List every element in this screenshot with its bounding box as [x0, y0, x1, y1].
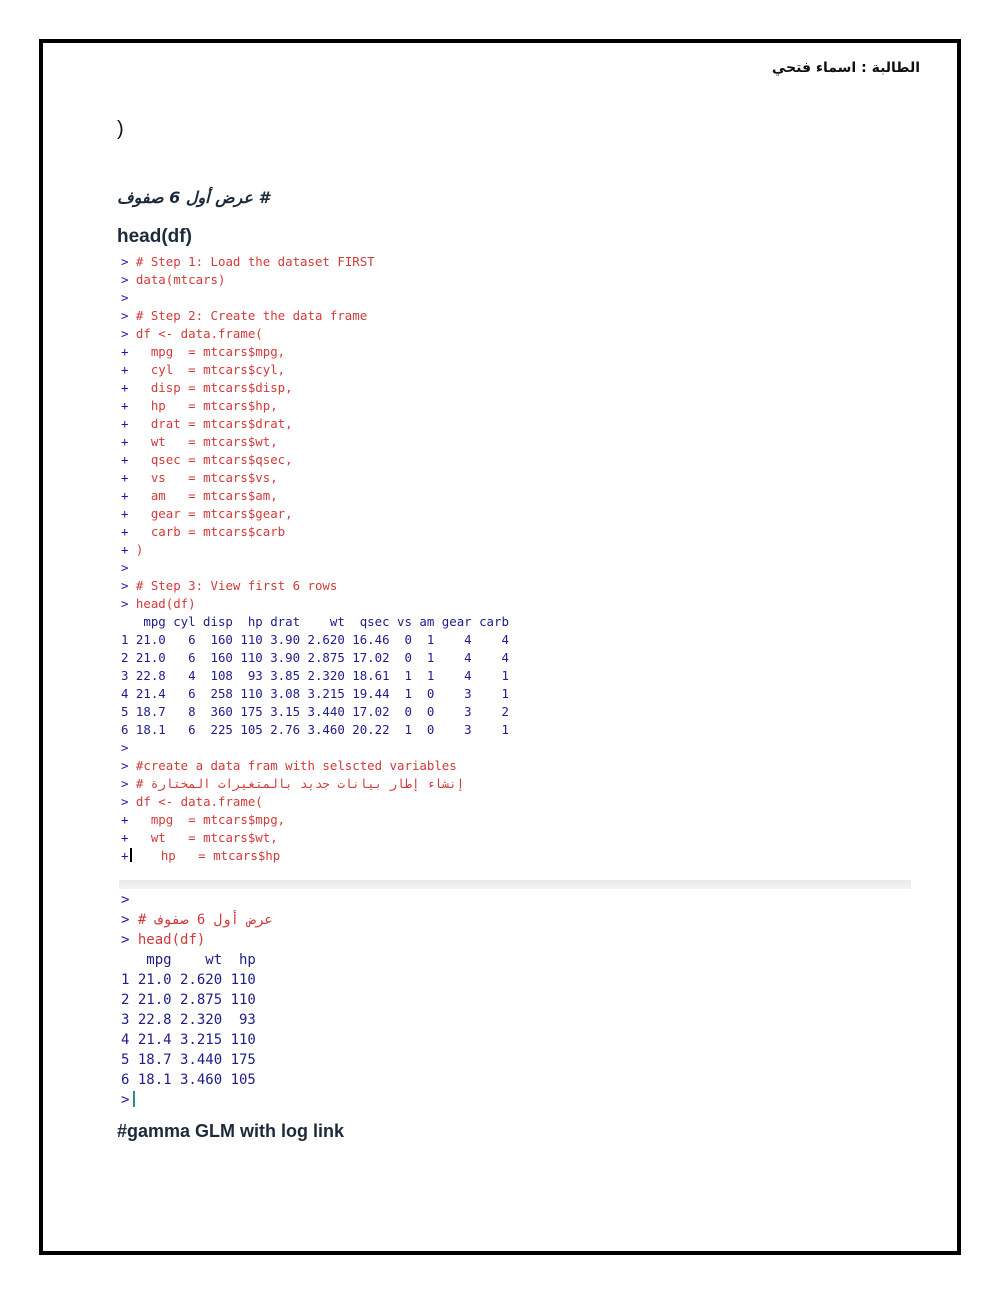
console-prompt: >	[121, 758, 129, 773]
console-line	[121, 910, 273, 930]
console-line	[121, 379, 509, 397]
console-output: 6 18.1 6 225 105 2.76 3.460 20.22 1 0 3 1	[121, 722, 509, 737]
console-prompt: >	[121, 794, 129, 809]
console-line	[121, 307, 509, 325]
text-cursor	[133, 1091, 135, 1107]
console-line	[121, 721, 509, 739]
console-code: )	[128, 542, 144, 557]
console-output: 5 18.7 3.440 175	[121, 1052, 256, 1068]
console-code: head(df)	[128, 596, 196, 611]
console-code: gear = mtcars$gear,	[128, 506, 293, 521]
console-line	[121, 829, 509, 847]
console-prompt: +	[121, 416, 129, 431]
console-code: mpg = mtcars$mpg,	[128, 344, 286, 359]
r-console-screenshot-2	[121, 890, 273, 1110]
console-code: # Step 1: Load the dataset FIRST	[128, 254, 375, 269]
console-line	[121, 253, 509, 271]
console-line	[121, 667, 509, 685]
gamma-glm-heading: #gamma GLM with log link	[117, 1121, 345, 1141]
console-line	[121, 451, 509, 469]
console-prompt: >	[121, 596, 129, 611]
console-code: hp = mtcars$hp,	[128, 398, 278, 413]
console-line	[121, 775, 509, 793]
console-code: # Step 3: View first 6 rows	[128, 578, 338, 593]
console-line	[121, 559, 509, 577]
student-name: الطالبة : اسماء فتحي	[771, 60, 920, 76]
console-prompt: +	[121, 344, 129, 359]
console-line	[121, 1050, 273, 1070]
console-output: 3 22.8 4 108 93 3.85 2.320 18.61 1 1 4 1	[121, 668, 509, 683]
console-prompt: +	[121, 542, 129, 557]
console-line	[121, 415, 509, 433]
console-prompt: >	[121, 740, 129, 755]
console-code: #create a data fram with selscted variables	[128, 758, 457, 773]
console-prompt: +	[121, 434, 129, 449]
console-code: mpg = mtcars$mpg,	[128, 812, 286, 827]
console-prompt: >	[121, 308, 129, 323]
console-prompt: >	[121, 776, 129, 791]
console-line	[121, 523, 509, 541]
console-code: am = mtcars$am,	[128, 488, 278, 503]
console-prompt: +	[121, 452, 129, 467]
console-line	[121, 541, 509, 559]
console-line	[121, 649, 509, 667]
r-console-screenshot-1	[121, 253, 509, 865]
console-line	[121, 325, 509, 343]
console-output: 2 21.0 2.875 110	[121, 992, 256, 1008]
console-prompt: +	[121, 362, 129, 377]
console-line	[121, 271, 509, 289]
console-code: df <- data.frame(	[128, 326, 263, 341]
console-output: 4 21.4 6 258 110 3.08 3.215 19.44 1 0 3 1	[121, 686, 509, 701]
console-line	[121, 433, 509, 451]
console-prompt: >	[121, 254, 129, 269]
console-prompt: +	[121, 506, 129, 521]
console-code: df <- data.frame(	[128, 794, 263, 809]
console-output: 5 18.7 8 360 175 3.15 3.440 17.02 0 0 3 2	[121, 704, 509, 719]
console-line	[121, 1030, 273, 1050]
console-line	[121, 1010, 273, 1030]
console-line	[121, 970, 273, 990]
console-prompt: >	[121, 578, 129, 593]
console-output: mpg cyl disp hp drat wt qsec vs am gear carb	[121, 614, 509, 629]
console-prompt: +	[121, 812, 129, 827]
console-prompt: >	[121, 560, 129, 575]
console-line	[121, 595, 509, 613]
console-code: # إنشاء إطار بيانات جديد بالمتغيرات المختارة	[128, 776, 465, 791]
console-output: 2 21.0 6 160 110 3.90 2.875 17.02 0 1 4 4	[121, 650, 509, 665]
console-code: carb = mtcars$carb	[128, 524, 286, 539]
console-line	[121, 950, 273, 970]
console-prompt: +	[121, 830, 129, 845]
console-code: disp = mtcars$disp,	[128, 380, 293, 395]
console-prompt: >	[121, 912, 130, 928]
console-line	[121, 990, 273, 1010]
console-line	[121, 505, 509, 523]
console-line	[121, 469, 509, 487]
console-prompt: >	[121, 1092, 130, 1108]
console-line	[121, 487, 509, 505]
console-prompt: >	[121, 272, 129, 287]
console-code: drat = mtcars$drat,	[128, 416, 293, 431]
console-line	[121, 757, 509, 775]
console-line	[121, 1090, 273, 1110]
text-cursor	[130, 848, 132, 862]
console-code: wt = mtcars$wt,	[128, 434, 278, 449]
console-line	[121, 811, 509, 829]
console-code: # عرض أول 6 صفوف	[129, 912, 273, 928]
console-prompt: >	[121, 932, 130, 948]
console-line	[121, 847, 509, 865]
console-code: hp = mtcars$hp	[138, 848, 281, 863]
console-line	[121, 613, 509, 631]
console-output: 6 18.1 3.460 105	[121, 1072, 256, 1088]
console-code: # Step 2: Create the data frame	[128, 308, 368, 323]
console-line	[121, 343, 509, 361]
console-line	[121, 361, 509, 379]
console-prompt: +	[121, 470, 129, 485]
console-output: 1 21.0 2.620 110	[121, 972, 256, 988]
console-output: 1 21.0 6 160 110 3.90 2.620 16.46 0 1 4 4	[121, 632, 509, 647]
console-divider	[119, 880, 911, 889]
console-line	[121, 397, 509, 415]
console-code: wt = mtcars$wt,	[128, 830, 278, 845]
arabic-comment-heading: # عرض أول 6 صفوف	[117, 188, 270, 207]
console-code: cyl = mtcars$cyl,	[128, 362, 286, 377]
console-line	[121, 890, 273, 910]
console-code: vs = mtcars$vs,	[128, 470, 278, 485]
console-prompt: +	[121, 524, 129, 539]
console-prompt: >	[121, 326, 129, 341]
console-code: data(mtcars)	[128, 272, 226, 287]
console-line	[121, 1070, 273, 1090]
console-line	[121, 631, 509, 649]
console-prompt: +	[121, 398, 129, 413]
console-prompt: +	[121, 380, 129, 395]
console-line	[121, 793, 509, 811]
console-output: mpg wt hp	[121, 952, 256, 968]
head-df-heading: head(df)	[117, 226, 192, 247]
console-output: 3 22.8 2.320 93	[121, 1012, 256, 1028]
closing-paren: )	[117, 118, 124, 140]
console-line	[121, 703, 509, 721]
console-line	[121, 577, 509, 595]
console-prompt: +	[121, 848, 129, 863]
console-prompt: >	[121, 290, 129, 305]
console-line	[121, 739, 509, 757]
console-code: head(df)	[129, 932, 206, 948]
console-prompt: >	[121, 892, 130, 908]
console-output: 4 21.4 3.215 110	[121, 1032, 256, 1048]
console-code: qsec = mtcars$qsec,	[128, 452, 293, 467]
console-line	[121, 930, 273, 950]
console-line	[121, 685, 509, 703]
console-prompt: +	[121, 488, 129, 503]
console-line	[121, 289, 509, 307]
